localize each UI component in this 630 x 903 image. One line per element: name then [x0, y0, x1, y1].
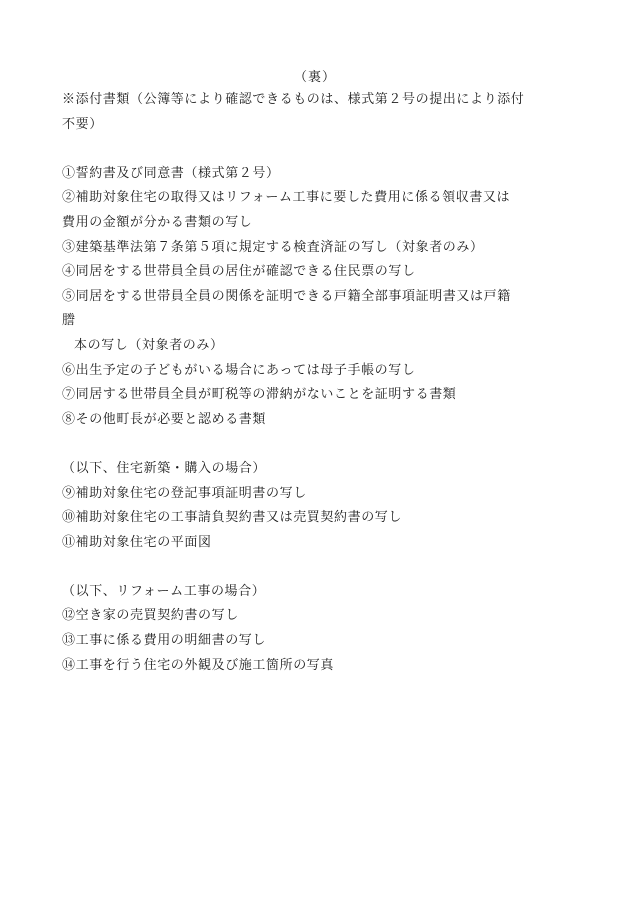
blank-line [62, 555, 572, 580]
section-title-new-construction: （以下、住宅新築・購入の場合） [62, 460, 267, 476]
list-item: ⑦同居する世帯員全員が町税等の滞納がないことを証明する書類 [62, 387, 457, 403]
list-item: ⑫空き家の売買契約書の写し [62, 608, 239, 624]
attachment-note-line: ※添付書類（公簿等により確認できるものは、様式第２号の提出により添付 [62, 92, 525, 107]
list-item: ③建築基準法第７条第５項に規定する検査済証の写し（対象者のみ） [62, 239, 484, 255]
list-item-continuation: 費用の金額が分かる書類の写し [62, 214, 253, 230]
section-title-reform: （以下、リフォーム工事の場合） [62, 583, 266, 599]
blank-line [62, 432, 572, 457]
list-item: ⑨補助対象住宅の登記事項証明書の写し [62, 485, 307, 501]
document-body [62, 88, 572, 678]
list-item-continuation: 謄 [62, 313, 76, 329]
attachment-note-line: 不要） [62, 116, 103, 132]
list-item-continuation: 本の写し（対象者のみ） [74, 337, 224, 353]
list-item: ⑤同居をする世帯員全員の関係を証明できる戸籍全部事項証明書又は戸籍 [62, 288, 511, 304]
list-item: ⑬工事に係る費用の明細書の写し [62, 633, 267, 649]
list-item: ④同居をする世帯員全員の居住が確認できる住民票の写し [62, 264, 416, 280]
list-item: ⑧その他町長が必要と認める書類 [62, 411, 267, 427]
list-item: ②補助対象住宅の取得又はリフォーム工事に要した費用に係る領収書又は [62, 190, 511, 206]
list-item: ①誓約書及び同意書（様式第２号） [62, 165, 280, 181]
page-heading: （裏） [293, 70, 336, 85]
list-item: ⑥出生予定の子どもがいる場合にあっては母子手帳の写し [62, 362, 416, 378]
list-item: ⑭工事を行う住宅の外観及び施工箇所の写真 [62, 657, 335, 673]
list-item: ⑩補助対象住宅の工事請負契約書又は売買契約書の写し [62, 510, 403, 526]
blank-line [62, 137, 572, 162]
list-item: ⑪補助対象住宅の平面図 [62, 534, 212, 550]
